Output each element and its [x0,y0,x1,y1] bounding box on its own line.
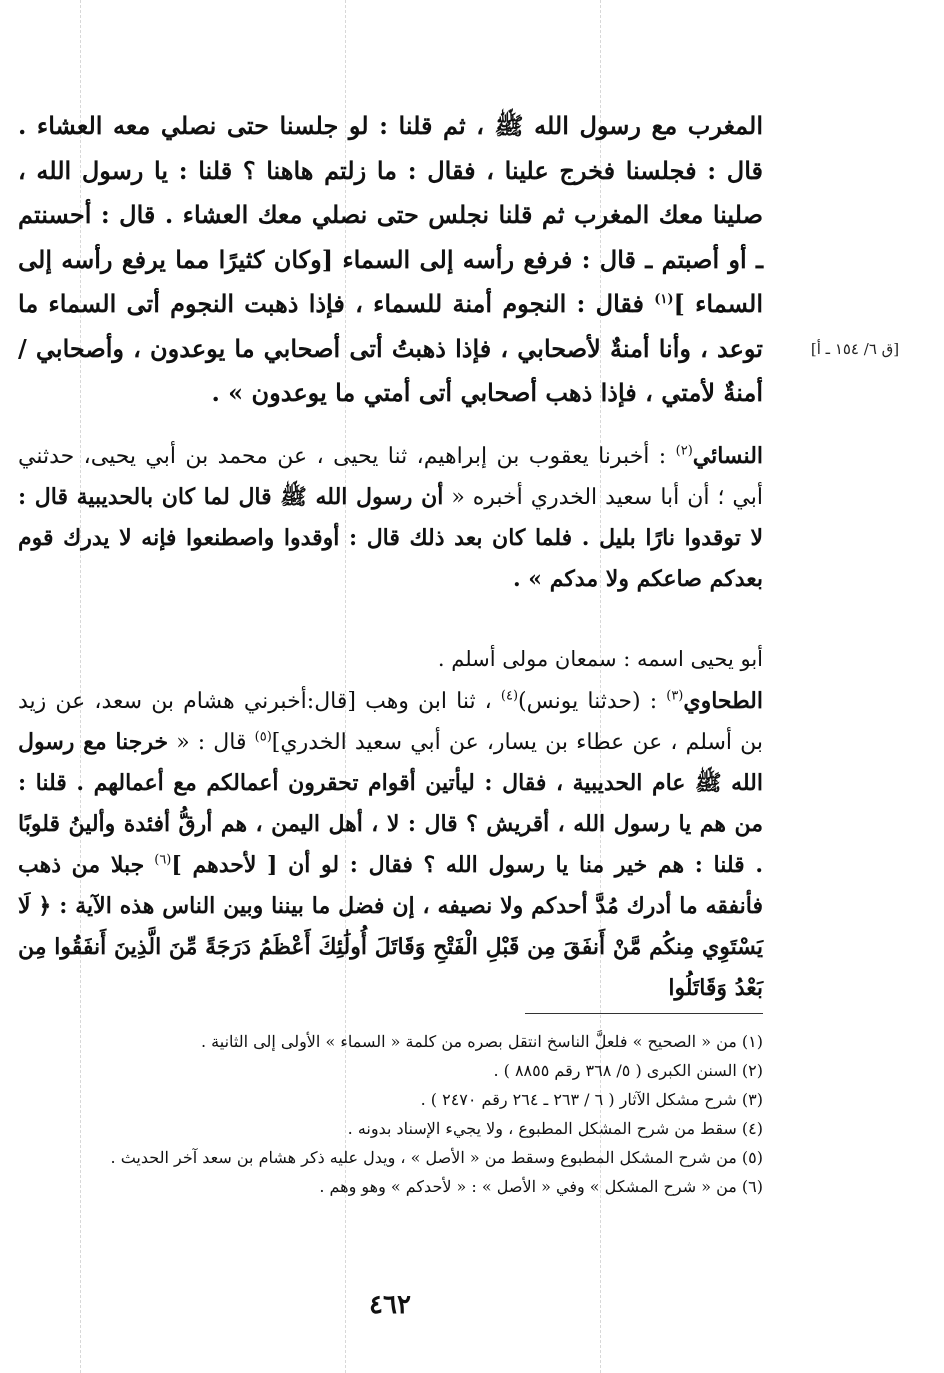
footnote-ref: (٤) [500,688,519,704]
footnote-item: (٤) سقط من شرح المشكل المطبوع ، ولا يجيء الإسناد بدونه . [347,1119,763,1138]
matn-text: خرجنا مع رسول الله ﷺ عام الحديبية ، فقال : ليأتين أقوام تحقرون أعمالكم مع أعمالهم . قلنا : من هم يا رسول الله ، أقريش ؟ قال : لا ، أهل اليمن ، هم أرقُّ أفئدة وألينُ قلوبًا . قلنا : هم خير منا يا رسول الله ؟ فقال : لو أن [ لأحدهم ] [18,729,763,878]
footnote-ref: (١) [654,292,674,307]
isnad-text: قال : « [176,730,247,755]
footnotes [18,1027,763,1201]
isnad-text: ، ثنا ابن وهب [قال:أخبرني هشام بن سعد، عن زيد بن أسلم ، عن عطاء بن يسار، عن أبي سعيد الخدري] [18,689,764,755]
page-number: ٤٦٢ [369,1290,411,1320]
note-paragraph: أبو يحيى اسمه : سمعان مولى أسلم . [437,647,763,671]
footnote-ref: (٣) [666,688,684,704]
footnote-ref: (٦) [154,852,172,868]
footnote-item: (٥) من شرح المشكل المطبوع وسقط من « الأصل » ، ويدل عليه ذكر هشام بن سعد آخر الحديث . [110,1148,763,1167]
main-text-paragraph [18,104,763,416]
main-text-part-2: فقال : النجوم أمنة للسماء ، فإذا ذهبت النجوم أتى السماء ما توعد ، وأنا أمنةٌ لأصحابي ، فإذا ذهبتُ أتى أصحابي ما يوعدون ، وأصحابي / أمنةٌ لأمتي ، فإذا ذهب أصحابي أتى أمتي ما يوعدون » . [18,289,763,407]
source-name: الطحاوي [683,688,763,714]
main-text-part-1: المغرب مع رسول الله ﷺ ، ثم قلنا : لو جلسنا حتى نصلي معه العشاء . قال : فجلسنا فخرج علينا ، فقال : ما زلتم هاهنا ؟ قلنا : يا رسول الله ، صلينا معك المغرب ثم قلنا نجلس حتى نصلي معك العشاء . قال : أحسنتم ـ أو أصبتم ـ قال : فرفع رأسه إلى السماء [وكان كثيرًا مما يرفع رأسه إلى السماء ] [18,111,764,318]
matn-text: جبلا من ذهب فأنفقه ما أدرك مُدَّ أحدكم ولا نصيفه ، إن فضل ما بيننا وبين الناس هذه الآية : ﴿ لَا يَسْتَوِي مِنكُم مَّنْ أَنفَقَ مِن قَبْلِ الْفَتْحِ وَقَاتَلَ أُولَٰئِكَ أَعْظَمُ دَرَجَةً مِّنَ الَّذِينَ أَنفَقُوا مِن بَعْدُ وَقَاتَلُوا [18,852,763,1001]
manuscript-margin-note: [ق ٦/ ١٥٤ ـ أ] [810,340,900,358]
footnote-item: (٢) السنن الكبرى ( ٥/ ٣٦٨ رقم ٨٨٥٥ ) . [493,1061,763,1080]
nasai-paragraph [18,436,763,600]
matn-text: أن رسول الله ﷺ قال لما كان بالحديبية قال : لا توقدوا نارًا بليل . فلما كان بعد ذلك قال : أوقدوا واصطنعوا فإنه لا يدرك قوم بعدكم صاعكم ولا مدكم » . [18,484,763,592]
footnote-item: (٣) شرح مشكل الآثار ( ٦ / ٢٦٣ ـ ٢٦٤ رقم ٢٤٧٠ ) . [420,1090,763,1109]
tahawi-paragraph [18,681,763,1009]
footnote-ref: (٥) [254,729,272,745]
footnote-ref: (٢) [675,443,693,459]
isnad-text: : (حدثنا يونس) [518,689,658,714]
footnote-item: (٦) من « شرح المشكل » وفي « الأصل » : « لأحدكم » وهو وهم . [319,1177,763,1196]
footnote-item: (١) من « الصحيح » فلعلَّ الناسخ انتقل بصره من كلمة « السماء » الأولى إلى الثانية . [200,1032,763,1051]
source-name: النسائي [692,443,764,469]
isnad-text: : أخبرنا يعقوب بن إبراهيم، ثنا يحيى ، عن محمد بن أبي يحيى، حدثني أبي ؛ أن أبا سعيد الخدري أخبره « [18,444,764,510]
footnote-divider [525,1013,763,1014]
